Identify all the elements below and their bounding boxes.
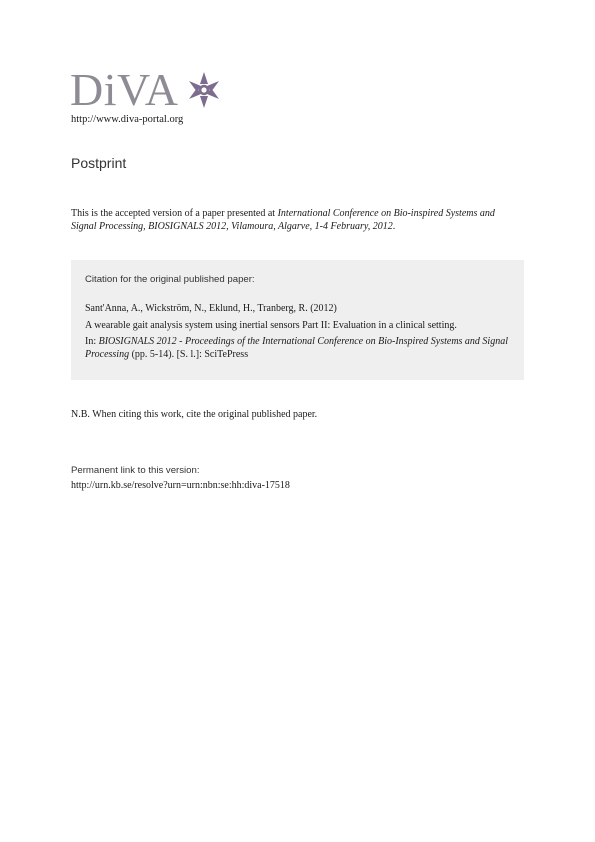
citation-title: A wearable gait analysis system using inertial sensors Part II: Evaluation in a clinical setting.: [85, 320, 457, 331]
diva-logo: [70, 64, 179, 115]
intro-suffix: .: [392, 221, 396, 232]
permanent-link[interactable]: http://urn.kb.se/resolve?urn=urn:nbn:se:hh:diva-17518: [71, 480, 290, 491]
citation-in-prefix: In:: [85, 336, 99, 347]
citation-heading: Citation for the original published paper:: [85, 274, 255, 285]
diva-star-icon: [187, 72, 221, 108]
document-type-heading: Postprint: [71, 155, 127, 171]
citation-book-title: BIOSIGNALS 2012 - Proceedings of the International Conference on Bio-Inspired Systems and Signal Processing: [85, 336, 508, 360]
citation-note: N.B. When citing this work, cite the original published paper.: [71, 409, 318, 420]
intro-statement: [71, 207, 521, 233]
diva-logo-text: DiVA: [70, 64, 179, 115]
site-url-link[interactable]: http://www.diva-portal.org: [71, 114, 184, 125]
permanent-link-label: Permanent link to this version:: [71, 465, 200, 476]
intro-venue: International Conference on Bio-inspired Systems and Signal Processing, BIOSIGNALS 2012, Vilamoura, Algarve, 1-4 February, 2012: [71, 208, 495, 232]
citation-source: [85, 335, 510, 361]
citation-box: [71, 260, 524, 380]
citation-authors: Sant'Anna, A., Wickström, N., Eklund, H., Tranberg, R. (2012): [85, 303, 337, 314]
citation-publication-details: (pp. 5-14). [S. l.]: SciTePress: [129, 349, 249, 360]
intro-prefix: This is the accepted version of a paper presented at: [71, 208, 278, 219]
